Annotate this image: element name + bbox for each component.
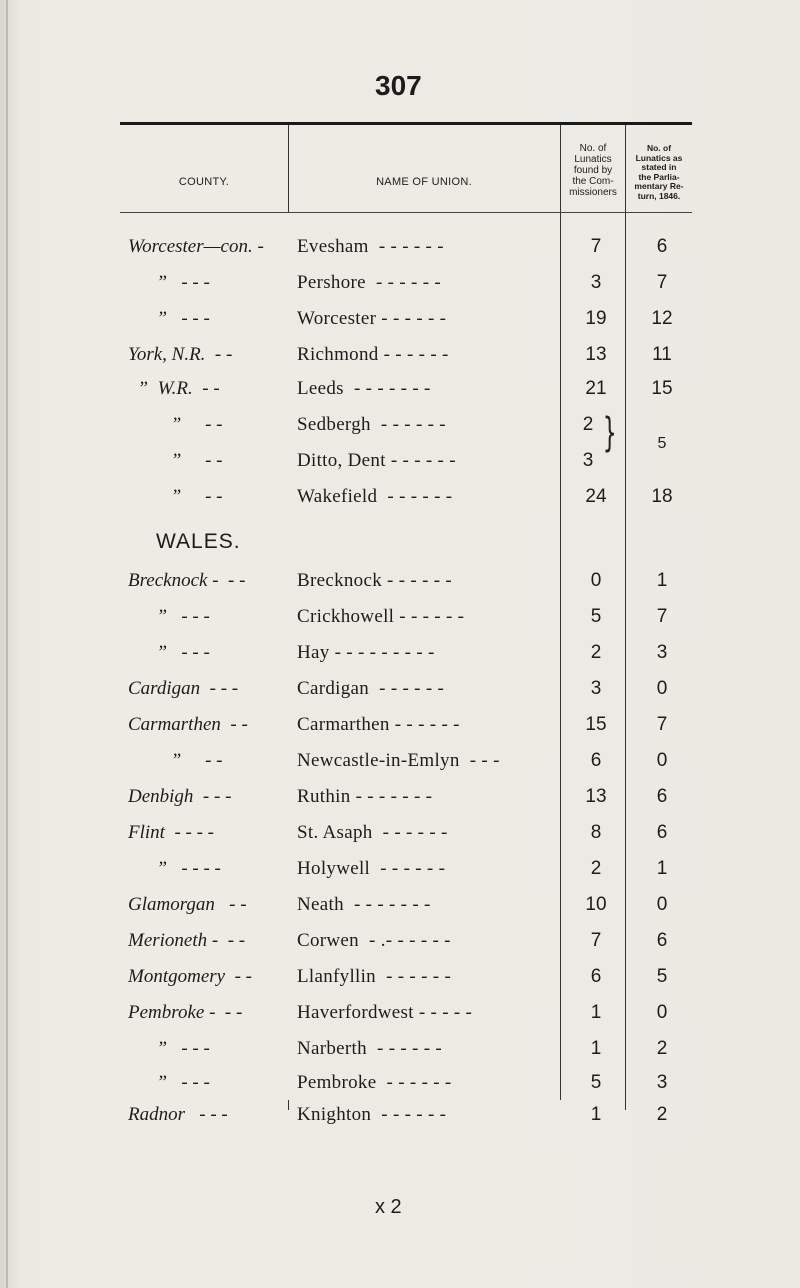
header-commissioners-line: missioners xyxy=(569,187,617,198)
union-cell: Pershore - - - - - - xyxy=(297,272,441,293)
return-count: 3 xyxy=(656,1072,668,1093)
header-return-line: the Parlia- xyxy=(638,171,680,182)
commissioners-count: 5 xyxy=(590,1072,602,1093)
return-count: 0 xyxy=(656,750,668,771)
header-return xyxy=(626,144,692,201)
table-row xyxy=(0,818,800,852)
commissioners-count: 2 xyxy=(590,642,602,663)
return-count: 12 xyxy=(651,308,673,329)
return-count: 2 xyxy=(656,1104,668,1125)
county-cell: Flint - - - - xyxy=(128,822,215,843)
commissioners-count: 2 xyxy=(582,414,594,435)
union-cell: Carmarthen - - - - - - xyxy=(297,714,460,735)
county-cell: ” - - xyxy=(128,414,223,435)
return-count: 2 xyxy=(656,1038,668,1059)
union-cell: Worcester - - - - - - xyxy=(297,308,447,329)
return-count: 15 xyxy=(651,378,673,399)
return-count: 7 xyxy=(656,714,668,735)
union-cell: Knighton - - - - - - xyxy=(297,1104,447,1125)
table-row xyxy=(0,926,800,960)
table-row xyxy=(0,1068,800,1102)
return-count: 6 xyxy=(656,930,668,951)
union-cell: Corwen - .- - - - - - xyxy=(297,930,451,951)
table-row xyxy=(0,710,800,744)
union-cell: Brecknock - - - - - - xyxy=(297,570,453,591)
county-cell: ” - - - xyxy=(128,1072,210,1093)
return-count: 18 xyxy=(651,486,673,507)
header-return-line: turn, 1846. xyxy=(637,190,681,201)
signature-mark: x 2 xyxy=(375,1196,402,1218)
header-commissioners-line: No. of xyxy=(579,143,607,154)
union-cell: Cardigan - - - - - - xyxy=(297,678,445,699)
commissioners-count: 13 xyxy=(585,786,607,807)
commissioners-count: 7 xyxy=(590,236,602,257)
union-cell: Evesham - - - - - - xyxy=(297,236,444,257)
county-cell: ” - - - xyxy=(128,308,210,329)
table-row xyxy=(0,1100,800,1134)
table-row xyxy=(0,746,800,780)
header-county: COUNTY. xyxy=(178,176,230,188)
county-cell: Glamorgan - - xyxy=(128,894,247,915)
table-row xyxy=(0,602,800,636)
header-divider-1 xyxy=(288,125,289,212)
union-cell: Pembroke - - - - - - xyxy=(297,1072,452,1093)
header-return-line: mentary Re- xyxy=(634,181,684,191)
union-cell: Newcastle-in-Emlyn - - - xyxy=(297,750,500,771)
commissioners-count: 19 xyxy=(585,308,607,329)
county-cell: ” - - xyxy=(128,750,223,771)
commissioners-count: 24 xyxy=(585,486,607,507)
commissioners-count: 6 xyxy=(590,750,602,771)
table-row xyxy=(0,854,800,888)
union-cell: Llanfyllin - - - - - - xyxy=(297,966,452,987)
return-count: 7 xyxy=(656,272,668,293)
header-return-line: No. of xyxy=(646,143,672,153)
return-count: 6 xyxy=(656,786,668,807)
return-count: 5 xyxy=(656,966,668,987)
union-cell: Leeds - - - - - - - xyxy=(297,378,431,399)
county-cell: Carmarthen - - xyxy=(128,714,248,735)
table-row xyxy=(0,340,800,374)
header-commissioners-line: Lunatics xyxy=(574,154,612,165)
union-cell: Haverfordwest - - - - - xyxy=(297,1002,473,1023)
union-cell: Holywell - - - - - - xyxy=(297,858,446,879)
return-count: 0 xyxy=(656,894,668,915)
table-row xyxy=(0,998,800,1032)
return-count: 1 xyxy=(656,858,668,879)
section-heading-wales: WALES. xyxy=(156,530,241,553)
county-cell: Cardigan - - - xyxy=(128,678,239,699)
table-row xyxy=(0,674,800,708)
table-row xyxy=(0,890,800,924)
return-count: 6 xyxy=(656,236,668,257)
county-cell: Worcester—con. - xyxy=(128,236,264,257)
county-cell: ” - - xyxy=(128,486,223,507)
bracketed-return-count: 5 xyxy=(657,435,667,452)
commissioners-count: 10 xyxy=(585,894,607,915)
table-row xyxy=(0,482,800,516)
union-cell: Crickhowell - - - - - - xyxy=(297,606,465,627)
table-row xyxy=(0,304,800,338)
commissioners-count: 3 xyxy=(590,678,602,699)
union-cell: Narberth - - - - - - xyxy=(297,1038,443,1059)
commissioners-count: 15 xyxy=(585,714,607,735)
header-return-line: Lunatics as xyxy=(635,152,683,163)
commissioners-count: 13 xyxy=(585,344,607,365)
county-cell: ” - - xyxy=(128,450,223,471)
commissioners-count: 1 xyxy=(590,1104,602,1125)
return-count: 1 xyxy=(656,570,668,591)
table-row xyxy=(0,1034,800,1068)
county-cell: Montgomery - - xyxy=(128,966,252,987)
table-row xyxy=(0,962,800,996)
commissioners-count: 1 xyxy=(590,1038,602,1059)
header-commissioners-line: found by xyxy=(573,165,613,176)
commissioners-count: 21 xyxy=(585,378,607,399)
commissioners-count: 3 xyxy=(582,450,594,471)
commissioners-count: 2 xyxy=(590,858,602,879)
commissioners-count: 3 xyxy=(590,272,602,293)
return-count: 11 xyxy=(652,344,672,365)
county-cell: Radnor - - - xyxy=(128,1104,228,1125)
county-cell: Brecknock - - - xyxy=(128,570,246,591)
commissioners-count: 6 xyxy=(590,966,602,987)
county-cell: ” - - - xyxy=(128,1038,210,1059)
table-row xyxy=(0,638,800,672)
header-commissioners xyxy=(561,143,625,198)
union-cell: Richmond - - - - - - xyxy=(297,344,449,365)
county-cell: York, N.R. - - xyxy=(128,344,233,365)
return-count: 6 xyxy=(656,822,668,843)
table-row xyxy=(0,268,800,302)
table-row xyxy=(0,232,800,266)
union-cell: Wakefield - - - - - - xyxy=(297,486,453,507)
return-count: 7 xyxy=(656,606,668,627)
union-cell: Ditto, Dent - - - - - - xyxy=(297,450,456,471)
union-cell: Hay - - - - - - - - - xyxy=(297,642,435,663)
header-bottom-rule xyxy=(120,212,692,213)
return-count: 0 xyxy=(656,1002,668,1023)
return-count: 0 xyxy=(656,678,668,699)
county-cell: Denbigh - - - xyxy=(128,786,232,807)
header-return-line: stated in xyxy=(641,162,677,172)
commissioners-count: 7 xyxy=(590,930,602,951)
union-cell: Sedbergh - - - - - - xyxy=(297,414,446,435)
table-row xyxy=(0,566,800,600)
table-row xyxy=(0,782,800,816)
bracket-brace-icon: } xyxy=(602,410,617,456)
commissioners-count: 8 xyxy=(590,822,602,843)
table-top-rule xyxy=(120,122,692,125)
page-number: 307 xyxy=(375,70,422,101)
county-cell: ” - - - xyxy=(128,606,210,627)
county-cell: Pembroke - - - xyxy=(128,1002,243,1023)
commissioners-count: 1 xyxy=(590,1002,602,1023)
county-cell: ” - - - - xyxy=(128,858,221,879)
header-commissioners-line: the Com- xyxy=(572,176,614,187)
county-cell: Merioneth - - - xyxy=(128,930,246,951)
commissioners-count: 0 xyxy=(590,570,602,591)
commissioners-count: 5 xyxy=(590,606,602,627)
county-cell: ” - - - xyxy=(128,642,210,663)
return-count: 3 xyxy=(656,642,668,663)
union-cell: Ruthin - - - - - - - xyxy=(297,786,433,807)
union-cell: Neath - - - - - - - xyxy=(297,894,431,915)
table-row xyxy=(0,374,800,408)
union-cell: St. Asaph - - - - - - xyxy=(297,822,448,843)
county-cell: ” - - - xyxy=(128,272,210,293)
header-union: NAME OF UNION. xyxy=(376,176,472,188)
county-cell: ” W.R. - - xyxy=(128,378,220,399)
